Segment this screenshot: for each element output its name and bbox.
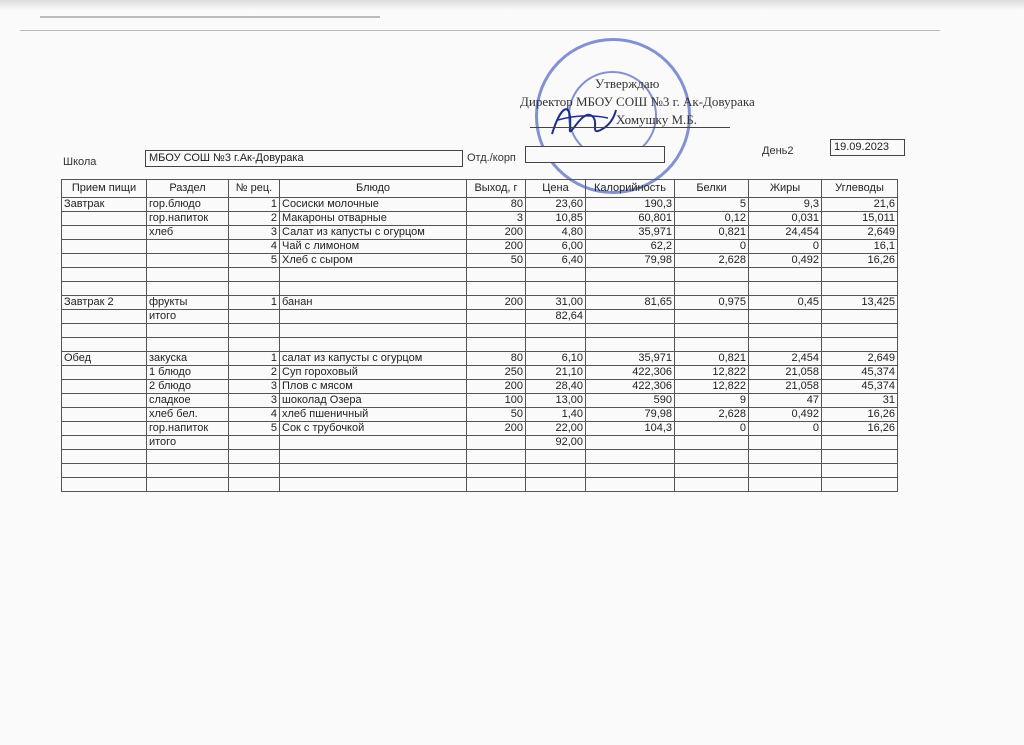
table-row: сладкое 3 шоколад Озера 100 13,00 590 9 47 31 <box>62 394 898 408</box>
table-row: Обед закуска 1 салат из капусты с огурцом 80 6,10 35,971 0,821 2,454 2,649 <box>62 352 898 366</box>
menu-table <box>61 179 898 492</box>
dept-field <box>525 146 665 163</box>
table-row: 5 Хлеб с сыром 50 6,40 79,98 2,628 0,492 16,26 <box>62 254 898 268</box>
col-recipe: № рец. <box>229 180 280 198</box>
approval-name: Хомушку М.Б. <box>616 112 697 127</box>
table-row: Завтрак 2 фрукты 1 банан 200 31,00 81,65 0,975 0,45 13,425 <box>62 296 898 310</box>
approval-title: Утверждаю <box>595 76 660 91</box>
col-protein: Белки <box>675 180 749 198</box>
meal-breakfast-2: Завтрак 2 <box>62 296 147 310</box>
dept-label: Отд./корп <box>467 152 516 164</box>
meal-lunch: Обед <box>62 352 147 366</box>
table-row: Завтрак гор.блюдо 1 Сосиски молочные 80 23,60 190,3 5 9,3 21,6 <box>62 198 898 212</box>
col-dish: Блюдо <box>280 180 467 198</box>
total-label: итого <box>147 310 229 324</box>
table-row <box>62 282 898 296</box>
approval-position: Директор МБОУ СОШ №3 г. Ак-Довурака <box>520 94 755 109</box>
scan-artifact <box>40 16 380 18</box>
total-price: 82,64 <box>526 310 586 324</box>
col-calories: Калорийность <box>586 180 675 198</box>
table-row: хлеб 3 Салат из капусты с огурцом 200 4,80 35,971 0,821 24,454 2,649 <box>62 226 898 240</box>
table-row <box>62 436 898 450</box>
table-row <box>62 268 898 282</box>
col-section: Раздел <box>147 180 229 198</box>
total-label: итого <box>147 436 229 450</box>
col-price: Цена <box>526 180 586 198</box>
col-yield: Выход, г <box>467 180 526 198</box>
table-row <box>62 450 898 464</box>
total-price: 92,00 <box>526 436 586 450</box>
scan-edge <box>0 0 1024 10</box>
scan-artifact <box>20 30 940 31</box>
table-row <box>62 324 898 338</box>
col-carbs: Углеводы <box>822 180 898 198</box>
table-row <box>62 464 898 478</box>
table-row <box>62 338 898 352</box>
table-row: 1 блюдо 2 Суп гороховый 250 21,10 422,306 12,822 21,058 45,374 <box>62 366 898 380</box>
table-row: гор.напиток 2 Макароны отварные 3 10,85 60,801 0,12 0,031 15,011 <box>62 212 898 226</box>
col-meal: Прием пищи <box>62 180 147 198</box>
table-row: 2 блюдо 3 Плов с мясом 200 28,40 422,306 12,822 21,058 45,374 <box>62 380 898 394</box>
day-label: День2 <box>762 145 794 157</box>
col-fat: Жиры <box>749 180 822 198</box>
approval-block <box>520 76 840 156</box>
school-field: МБОУ СОШ №3 г.Ак-Довурака <box>145 150 463 167</box>
table-row: гор.напиток 5 Сок с трубочкой 200 22,00 104,3 0 0 16,26 <box>62 422 898 436</box>
table-header <box>62 180 898 198</box>
table-row <box>62 478 898 492</box>
table-row <box>62 310 898 324</box>
table-row: 4 Чай с лимоном 200 6,00 62,2 0 0 16,1 <box>62 240 898 254</box>
meal-breakfast: Завтрак <box>62 198 147 212</box>
table-row: хлеб бел. 4 хлеб пшеничный 50 1,40 79,98 2,628 0,492 16,26 <box>62 408 898 422</box>
school-label: Школа <box>63 156 97 168</box>
date-field: 19.09.2023 <box>830 139 905 156</box>
